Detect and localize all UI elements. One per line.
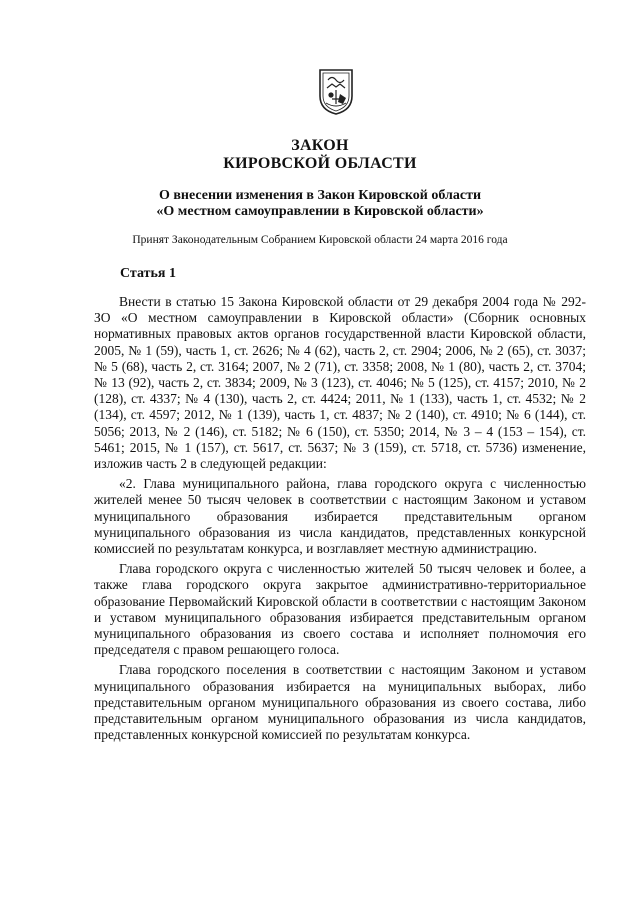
law-subject-line2: «О местном самоуправлении в Кировской области» — [156, 204, 484, 219]
article-paragraph: «2. Глава муниципального района, глава городского округа с численностью жителей менее 50 тысяч человек в соответствии с настоящим Законом и уставом муниципального образования избирается представительным органом муниципального образования из числа кандидатов, представленных конкурсной комиссией по результатам конкурса, и возглавляет местную администрацию. — [94, 476, 586, 557]
article-body — [94, 294, 586, 747]
coat-of-arms-icon — [318, 66, 354, 116]
article-paragraph: Глава городского округа с численностью жителей 50 тысяч человек и более, а также глава городского округа закрытое административно-территориальное образование Первомайский Кировской области в соответствии с настоящим Законом и уставом муниципального образования избирается представительным органом муниципального образования из своего состава и исполняет полномочия его председателя с правом решающего голоса. — [94, 561, 586, 658]
article-paragraph: Глава городского поселения в соответствии с настоящим Законом и уставом муниципального образования избирается на муниципальных выборах, либо представительным органом муниципального образования из своего состава, либо представительным органом муниципального образования из числа кандидатов, представленных конкурсной комиссией по результатам конкурса. — [94, 662, 586, 743]
law-title: ЗАКОН — [291, 137, 349, 154]
article-heading: Статья 1 — [120, 266, 176, 281]
law-subject-line1: О внесении изменения в Закон Кировской области — [158, 188, 482, 203]
coat-of-arms-icon-graphic — [318, 66, 354, 116]
adoption-note: Принят Законодательным Собранием Кировской области 24 марта 2016 года — [132, 234, 508, 246]
article-paragraph: Внести в статью 15 Закона Кировской области от 29 декабря 2004 года № 292-ЗО «О местном самоуправлении в Кировской области» (Сборник основных нормативных правовых актов органов государственной власти Кировской области, 2005, № 1 (59), часть 1, ст. 2626; № 4 (62), часть 2, ст. 2904; 2006, № 2 (65), ст. 3037; № 5 (68), часть 2, ст. 3164; 2007, № 2 (71), ст. 3358; 2008, № 1 (80), часть 2, ст. 3704; № 13 (92), часть 2, ст. 3834; 2009, № 3 (123), ст. 4046; № 5 (125), ст. 4157; 2010, № 2 (128), ст. 4337; № 4 (130), часть 2, ст. 4424; 2011, № 1 (133), часть 1, ст. 4532; № 2 (134), ст. 4597; 2012, № 1 (139), часть 1, ст. 4837; № 2 (140), ст. 4910; № 6 (144), ст. 5056; 2013, № 2 (146), ст. 5182; № 6 (150), ст. 5350; 2014, № 3 – 4 (153 – 154), ст. 5461; 2015, № 1 (157), ст. 5617, ст. 5637; № 3 (159), ст. 5718, ст. 5736) изменение, изложив часть 2 в следующей редакции: — [94, 294, 586, 472]
law-region: КИРОВСКОЙ ОБЛАСТИ — [223, 155, 417, 172]
